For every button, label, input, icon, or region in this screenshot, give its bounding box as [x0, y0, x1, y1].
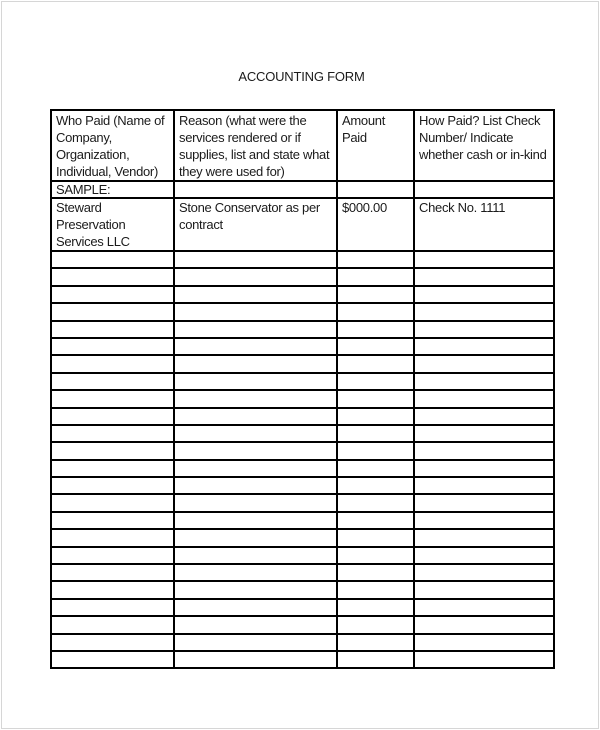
blank-reason-cell[interactable] — [174, 355, 337, 372]
blank-reason-cell[interactable] — [174, 547, 337, 564]
blank-reason-cell[interactable] — [174, 373, 337, 390]
blank-reason-cell[interactable] — [174, 512, 337, 529]
blank-amount-paid-cell[interactable] — [337, 268, 414, 285]
blank-how-paid-cell[interactable] — [414, 616, 554, 633]
blank-how-paid-cell[interactable] — [414, 390, 554, 407]
blank-entry-row — [51, 286, 554, 303]
blank-reason-cell[interactable] — [174, 494, 337, 511]
accounting-table — [50, 109, 555, 669]
blank-how-paid-cell[interactable] — [414, 321, 554, 338]
blank-amount-paid-cell[interactable] — [337, 477, 414, 494]
blank-who-paid-cell[interactable] — [51, 442, 174, 459]
blank-amount-paid-cell[interactable] — [337, 564, 414, 581]
blank-amount-paid-cell[interactable] — [337, 651, 414, 668]
blank-reason-cell[interactable] — [174, 616, 337, 633]
blank-who-paid-cell[interactable] — [51, 581, 174, 598]
blank-amount-paid-cell[interactable] — [337, 303, 414, 320]
blank-reason-cell[interactable] — [174, 442, 337, 459]
blank-entry-row — [51, 599, 554, 616]
blank-how-paid-cell[interactable] — [414, 512, 554, 529]
blank-who-paid-cell[interactable] — [51, 634, 174, 651]
blank-amount-paid-cell[interactable] — [337, 442, 414, 459]
sample-empty-cell — [337, 181, 414, 198]
blank-entry-row — [51, 634, 554, 651]
example-amount-paid-cell: $000.00 — [337, 198, 414, 251]
example-who-paid-cell: Steward Preservation Services LLC — [51, 198, 174, 251]
blank-amount-paid-cell[interactable] — [337, 547, 414, 564]
blank-who-paid-cell[interactable] — [51, 355, 174, 372]
blank-entry-row — [51, 564, 554, 581]
blank-how-paid-cell[interactable] — [414, 564, 554, 581]
blank-entry-row — [51, 477, 554, 494]
blank-who-paid-cell[interactable] — [51, 373, 174, 390]
blank-who-paid-cell[interactable] — [51, 303, 174, 320]
blank-reason-cell[interactable] — [174, 425, 337, 442]
blank-amount-paid-cell[interactable] — [337, 494, 414, 511]
blank-reason-cell[interactable] — [174, 321, 337, 338]
sample-empty-cell — [174, 181, 337, 198]
blank-amount-paid-cell[interactable] — [337, 390, 414, 407]
blank-who-paid-cell[interactable] — [51, 408, 174, 425]
table-header-row — [51, 110, 554, 181]
example-how-paid-cell: Check No. 1111 — [414, 198, 554, 251]
blank-entry-row — [51, 390, 554, 407]
blank-who-paid-cell[interactable] — [51, 547, 174, 564]
blank-who-paid-cell[interactable] — [51, 460, 174, 477]
blank-how-paid-cell[interactable] — [414, 477, 554, 494]
blank-entry-row — [51, 494, 554, 511]
blank-how-paid-cell[interactable] — [414, 373, 554, 390]
blank-how-paid-cell[interactable] — [414, 355, 554, 372]
blank-how-paid-cell[interactable] — [414, 634, 554, 651]
blank-who-paid-cell[interactable] — [51, 338, 174, 355]
example-reason-cell: Stone Conservator as per contract — [174, 198, 337, 251]
blank-who-paid-cell[interactable] — [51, 390, 174, 407]
blank-entry-row — [51, 616, 554, 633]
blank-entry-row — [51, 373, 554, 390]
blank-entry-row — [51, 529, 554, 546]
blank-how-paid-cell[interactable] — [414, 460, 554, 477]
blank-entry-row — [51, 651, 554, 668]
blank-who-paid-cell[interactable] — [51, 251, 174, 268]
blank-entry-row — [51, 268, 554, 285]
blank-reason-cell[interactable] — [174, 564, 337, 581]
blank-who-paid-cell[interactable] — [51, 564, 174, 581]
blank-entry-row — [51, 321, 554, 338]
blank-how-paid-cell[interactable] — [414, 599, 554, 616]
blank-who-paid-cell[interactable] — [51, 529, 174, 546]
blank-who-paid-cell[interactable] — [51, 494, 174, 511]
sample-label-cell: SAMPLE: — [51, 181, 174, 198]
sample-empty-cell — [414, 181, 554, 198]
blank-reason-cell[interactable] — [174, 251, 337, 268]
blank-who-paid-cell[interactable] — [51, 616, 174, 633]
example-entry-row — [51, 198, 554, 251]
blank-how-paid-cell[interactable] — [414, 338, 554, 355]
blank-amount-paid-cell[interactable] — [337, 408, 414, 425]
blank-entry-row — [51, 425, 554, 442]
blank-who-paid-cell[interactable] — [51, 512, 174, 529]
blank-how-paid-cell[interactable] — [414, 494, 554, 511]
blank-amount-paid-cell[interactable] — [337, 251, 414, 268]
blank-amount-paid-cell[interactable] — [337, 599, 414, 616]
blank-entry-row — [51, 338, 554, 355]
blank-amount-paid-cell[interactable] — [337, 460, 414, 477]
blank-entry-row — [51, 355, 554, 372]
blank-who-paid-cell[interactable] — [51, 321, 174, 338]
blank-how-paid-cell[interactable] — [414, 286, 554, 303]
blank-who-paid-cell[interactable] — [51, 268, 174, 285]
sample-section-row — [51, 181, 554, 198]
column-header-reason: Reason (what were the services rendered or if supplies, list and state what they were used for) — [174, 110, 337, 181]
blank-amount-paid-cell[interactable] — [337, 373, 414, 390]
blank-how-paid-cell[interactable] — [414, 408, 554, 425]
blank-amount-paid-cell[interactable] — [337, 634, 414, 651]
blank-reason-cell[interactable] — [174, 303, 337, 320]
blank-amount-paid-cell[interactable] — [337, 512, 414, 529]
blank-reason-cell[interactable] — [174, 651, 337, 668]
blank-entry-row — [51, 408, 554, 425]
blank-how-paid-cell[interactable] — [414, 268, 554, 285]
blank-entry-row — [51, 303, 554, 320]
blank-reason-cell[interactable] — [174, 599, 337, 616]
column-header-how-paid: How Paid? List Check Number/ Indicate whether cash or in-kind — [414, 110, 554, 181]
blank-how-paid-cell[interactable] — [414, 581, 554, 598]
blank-entry-row — [51, 512, 554, 529]
blank-amount-paid-cell[interactable] — [337, 286, 414, 303]
blank-who-paid-cell[interactable] — [51, 286, 174, 303]
blank-reason-cell[interactable] — [174, 408, 337, 425]
blank-how-paid-cell[interactable] — [414, 529, 554, 546]
blank-amount-paid-cell[interactable] — [337, 616, 414, 633]
blank-how-paid-cell[interactable] — [414, 442, 554, 459]
blank-reason-cell[interactable] — [174, 338, 337, 355]
blank-how-paid-cell[interactable] — [414, 425, 554, 442]
blank-entry-row — [51, 251, 554, 268]
blank-who-paid-cell[interactable] — [51, 425, 174, 442]
blank-how-paid-cell[interactable] — [414, 547, 554, 564]
blank-amount-paid-cell[interactable] — [337, 355, 414, 372]
blank-reason-cell[interactable] — [174, 477, 337, 494]
document-page — [1, 1, 599, 729]
blank-who-paid-cell[interactable] — [51, 477, 174, 494]
blank-amount-paid-cell[interactable] — [337, 425, 414, 442]
blank-reason-cell[interactable] — [174, 460, 337, 477]
blank-entry-row — [51, 581, 554, 598]
blank-amount-paid-cell[interactable] — [337, 321, 414, 338]
blank-reason-cell[interactable] — [174, 581, 337, 598]
blank-reason-cell[interactable] — [174, 390, 337, 407]
blank-how-paid-cell[interactable] — [414, 303, 554, 320]
blank-who-paid-cell[interactable] — [51, 599, 174, 616]
form-title: ACCOUNTING FORM — [238, 69, 365, 84]
blank-who-paid-cell[interactable] — [51, 651, 174, 668]
blank-amount-paid-cell[interactable] — [337, 581, 414, 598]
blank-entry-row — [51, 442, 554, 459]
column-header-amount-paid: Amount Paid — [337, 110, 414, 181]
blank-entry-row — [51, 547, 554, 564]
blank-reason-cell[interactable] — [174, 634, 337, 651]
blank-reason-cell[interactable] — [174, 268, 337, 285]
blank-entry-rows — [51, 251, 554, 668]
blank-reason-cell[interactable] — [174, 286, 337, 303]
blank-reason-cell[interactable] — [174, 529, 337, 546]
blank-how-paid-cell[interactable] — [414, 651, 554, 668]
blank-entry-row — [51, 460, 554, 477]
column-header-who-paid: Who Paid (Name of Company, Organization, Individual, Vendor) — [51, 110, 174, 181]
blank-amount-paid-cell[interactable] — [337, 338, 414, 355]
blank-how-paid-cell[interactable] — [414, 251, 554, 268]
blank-amount-paid-cell[interactable] — [337, 529, 414, 546]
